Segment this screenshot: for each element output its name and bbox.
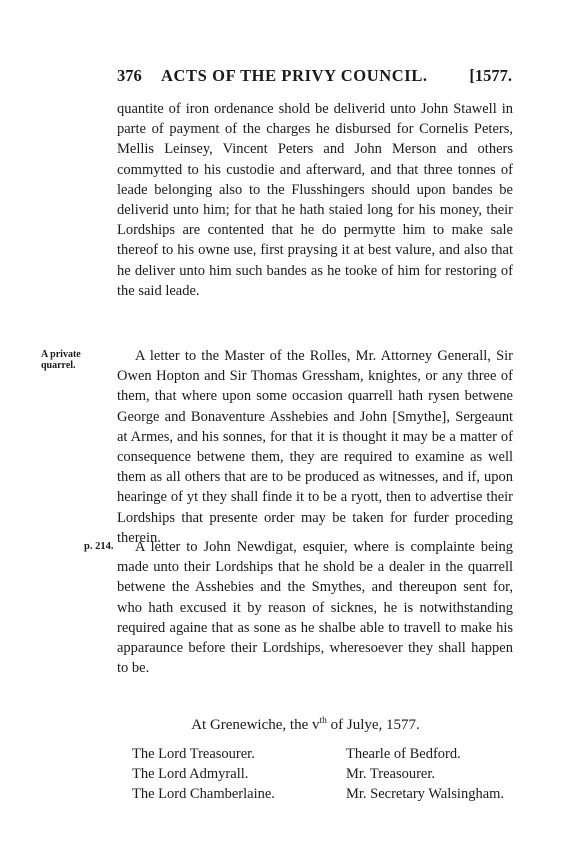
attendee: Mr. Treasourer. (346, 766, 436, 782)
margin-note-line: quarrel. (41, 360, 76, 371)
attendee: The Lord Chamberlaine. (132, 786, 275, 802)
paragraph-letter-newdigat: A letter to John Newdigat, esquier, where is complainte being made unto their Lordships that he shold be a dealer in the quarrell betwene the Asshebies and the Smythes, and thereupon sent for, who hath excused it by reason of sicknes, he is notwithstanding required againe that as sone as he shalbe able to travell to make his apparaunce before their Lordships, wheresoever they shall happen to be. (117, 539, 513, 677)
header-year: [1577. (469, 66, 512, 85)
meeting-place: At Grenewiche, the v (191, 717, 320, 733)
paragraph-continuation: quantite of iron ordenance shold be deliverid unto John Stawell in parte of payment of the charges he disbursed for Cornelis Peters, Mellis Leinsey, Vincent Peters and John Merson and others commytted to his custodie and afterward, and that three tonnes of leade belonging also to the Flusshingers should upon bandes be deliverid unto him; for that he hath staied long for his money, their Lordships are contented that he do permytte him to make sale thereof to his owne use, first praysing it at best valure, and also that he deliver unto him such bandes as he tooke of him for restoring of the said leade. (117, 101, 513, 299)
margin-note-private-quarrel (41, 349, 101, 371)
running-header (117, 66, 512, 92)
attendee: Mr. Secretary Walsingham. (346, 786, 505, 802)
attendee: Thearle of Bedford. (346, 746, 461, 762)
paragraph-letter-master-of-rolles: A letter to the Master of the Rolles, Mr. Attorney Generall, Sir Owen Hopton and Sir Thomas Gressham, knightes, or any three of them, that where upon some occasion quarrell hath rysen betwene George and Bonaventure Asshebies and John [Smythe], Sergeaunt at Armes, and his sonnes, for that it is thought it may be a matter of consequence betwene them, they are required to examine as well them as all others that are to be produced as witnesses, and if, upon hearinge of yt they shall finde it to be a ryott, then to advertise their Lordships that presente order may be taken for furder proceding therein. (117, 348, 513, 546)
margin-page-reference: p. 214. (84, 541, 114, 552)
page-number: 376 (117, 66, 142, 85)
attendance-column-right (346, 744, 504, 804)
meeting-date: of Julye, 1577. (326, 717, 420, 733)
date-superscript: th (319, 716, 327, 726)
margin-note-line: A private (41, 349, 81, 360)
attendance-column-left (132, 744, 275, 804)
meeting-heading (0, 716, 567, 734)
attendee: The Lord Treasourer. (132, 746, 255, 762)
attendee: The Lord Admyrall. (132, 766, 249, 782)
running-title: ACTS OF THE PRIVY COUNCIL. (161, 66, 428, 85)
